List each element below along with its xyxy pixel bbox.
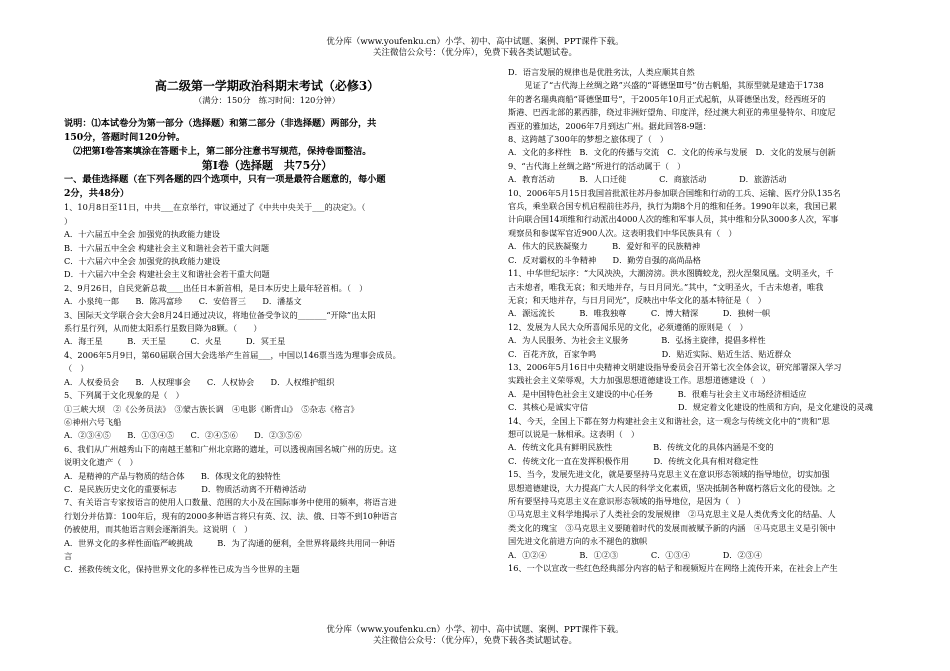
question-line: 计向联合国14项维和行动派出4000人次的维和军事人员，其中维和分队3000多人次，军事 <box>508 214 839 225</box>
question-line: A．②③④⑤ B．①③④⑤ C．②④⑤⑥ D．②③⑤⑥ <box>64 430 302 441</box>
question-line: 11、中华世纪坛序：“大风泱泱，大潮滂滂。洪水图腾蛟龙，烈火涅槃凤凰。文明圣火，千 <box>508 268 834 279</box>
exam-subtitle: （满分：150分 练习时间：120分钟） <box>194 95 340 105</box>
question-line: 12、发展为人民大众所喜闻乐见的文化，必须遵循的原则是（ ） <box>508 321 748 332</box>
question-line: A．为人民服务、为社会主义服务 B．弘扬主旋律，提倡多样性 <box>508 335 766 346</box>
question-line: D．十六届六中全会 构建社会主义和谐社会若干重大问题 <box>64 269 270 280</box>
left-column <box>64 66 470 577</box>
question-line: B．十六届五中全会 构建社会主义和谐社会若干重大问题 <box>64 242 270 253</box>
question-line: 国先进文化前进方向的永不褪色的旗帜 <box>508 536 648 547</box>
question-line: A．小泉纯一郎 B．陈冯富珍 C．安倍晋三 D．潘基文 <box>64 296 302 307</box>
question-line: 所有要坚持马克思主义在意识形态领域的指导地位，是因为（ ） <box>508 496 746 506</box>
question-line: 16、一个以宣改一些红色经典部分内容的帖子和视频短片在网络上流传开来，在社会上产生 <box>508 563 838 574</box>
left-question-list <box>64 201 470 576</box>
header-line-2: 关注微信公众号：（优分库），免费下载各类试题试卷。 <box>372 48 577 58</box>
question-line: ） <box>64 215 73 226</box>
question-line: A．是精神的产品与物质的结合体 B．体现文化的独特性 <box>64 470 281 481</box>
part-heading-1: 一、最佳选择题（在下列各题的四个选项中，只有一项是最符合题意的，每小题 <box>64 174 386 186</box>
instructions-line-3: ⑵把第Ⅰ卷答案填涂在答题卡上，第二部分注意书写规范，保持卷面整洁。 <box>64 146 372 158</box>
question-line: ①三峡大坝 ②《公务员法》 ③蒙古族长调 ④电影《断背山》 ⑤杂志《格言》 <box>64 403 359 414</box>
question-line: 观察员和参谋军官近900人次。这表明我们中华民族具有（ ） <box>508 227 737 238</box>
question-line: C．反对霸权的斗争精神 D．勤劳自强的高尚品格 <box>508 254 701 265</box>
question-line: 类文化的瑰宝 ③马克思主义要随着时代的发展而被赋予新的内涵 ④马克思主义是引领中 <box>508 522 836 533</box>
question-line: 7、有关语言专家按语言的使用人口数量、范围的大小及在国际事务中使用的频率，将语言进 <box>64 497 397 508</box>
question-line: 无哀；和天地并存，与日月同光”，反映出中华文化的基本特征是（ ） <box>508 294 766 305</box>
question-line: 年的著名瑞典商船“哥德堡Ⅲ号”，于2005年10月正式起航，从哥德堡出发，经西班牙的 <box>508 93 826 104</box>
question-line: 5、下列属于文化现象的是（ ） <box>64 390 184 401</box>
question-line: A．①②④ B．①②③ C．①③④ D．②③④ <box>508 549 763 560</box>
question-line: 3、国际天文学联合会大会8月24日通过决议，将地位备受争议的_______“开除”出太阳 <box>64 309 376 320</box>
footer-line-1: 优分库（www.youfenku.cn）小学、初中、高中试题、案例、PPT课件下载。 <box>326 625 624 635</box>
question-line: 见证了“古代海上丝绸之路”兴盛的“哥德堡Ⅲ号”仿古帆船，其原型就是建造于1738 <box>508 80 824 91</box>
question-line: A．源远流长 B．唯我独尊 C．博大精深 D．独树一帜 <box>508 308 771 319</box>
question-line: 4、2006年5月9日，第60届联合国大会选举产生首届___，中国以146票当选为理事会成员。 <box>64 349 401 360</box>
question-line: D．语言发展的规律也是优胜劣汰，人类应顺其自然 <box>508 67 695 77</box>
question-line: A．海王星 B．天王星 C．火星 D．冥王星 <box>64 336 286 347</box>
question-line: 14、今天，全国上下都在努力构建社会主义和谐社会，这一观念与传统文化中的“贵和”思 <box>508 415 830 426</box>
question-line: （ ） <box>64 363 89 374</box>
question-line: 13、2006年5月16日中央精神文明建设指导委员会召开第七次全体会议，研究部署深入学习 <box>508 361 842 372</box>
question-line: 思想道德建设，大力提高广大人民的科学文化素质，坚决抵制各种腐朽落后文化的侵蚀。之 <box>508 482 836 493</box>
header-line-1: 优分库（www.youfenku.cn）小学、初中、高中试题、案例、PPT课件下载。 <box>326 37 624 47</box>
question-line: C．拯救传统文化，保持世界文化的多样性已成为当今世界的主题 <box>64 564 300 575</box>
question-line: 实践社会主义荣辱观，大力加强思想道德建设工作。思想道德建设（ ） <box>508 375 771 386</box>
question-line: 2、9月26日，自民党新总裁____出任日本新首相，是日本历史上最年轻首相。（ ） <box>64 282 368 293</box>
question-line: A．传统文化具有鲜明民族性 B．传统文化的具体内涵是不变的 <box>508 442 774 453</box>
question-line: 1、10月8日至11日，中共___在京举行，审议通过了《中共中央关于___的决定》。（ <box>64 202 366 213</box>
question-line: A．十六届五中全会 加强党的执政能力建设 <box>64 229 220 240</box>
part-heading-2: 2分，共48分） <box>64 188 130 200</box>
question-line: 10、2006年5月15日我国首批派往苏丹参加联合国维和行动的工兵、运输、医疗分队135名 <box>508 187 841 198</box>
question-line: ①马克思主义科学地揭示了人类社会的发展规律 ②马克思主义是人类优秀文化的结晶、人 <box>508 509 836 520</box>
page-footer <box>0 625 950 647</box>
question-line: 系行星行列，从而使太阳系行星数目降为8颗。（ ） <box>64 323 262 334</box>
question-line: ⑥神州六号飞船 <box>64 416 122 427</box>
section-heading: 第Ⅰ卷（选择题 共75分） <box>201 159 333 173</box>
question-line: 想可以说是一脉相承。这表明（ ） <box>508 428 640 439</box>
question-line: 西亚的雅加达，2006年7月到达广州。据此回答8-9题： <box>508 120 711 131</box>
question-line: 古未熄者，唯我无哀；和天地并存，与日月同光。”其中，“文明圣火，千古未熄者，唯我 <box>508 281 824 292</box>
question-line: 行划分并估算：100年后，现有的2000多种语言将只有英、汉、法、俄、日等不到10种语言 <box>64 510 398 521</box>
question-line: A．教育活动 B．人口迁徙 C．商旅活动 D．旅游活动 <box>508 174 787 185</box>
question-line: 言 <box>64 550 73 561</box>
question-line: 8、这跨越了300年的梦想之旅体现了（ ） <box>508 134 669 145</box>
question-line: A．是中国特色社会主义建设的中心任务 B．很难与社会主义市场经济相适应 <box>508 388 807 399</box>
instructions-line-2: 150分，答题时间120分钟。 <box>64 132 186 144</box>
page-header <box>0 37 950 59</box>
question-line: 15、当今，发展先进文化，就是要坚持马克思主义在意识形态领域的指导地位，切实加强 <box>508 469 830 480</box>
question-line: C．是民族历史文化的重要标志 D．物质活动离不开精神活动 <box>64 483 307 494</box>
question-line: A．伟大的民族凝聚力 B．爱好和平的民族精神 <box>508 241 701 252</box>
question-line: C．传统文化一直在发挥积极作用 D．传统文化具有相对稳定性 <box>508 455 759 466</box>
question-line: 斯港、巴西北部的累西腓，绕过非洲好望角、印度洋，经过澳大利亚的弗里曼特尔、印度尼 <box>508 107 836 118</box>
question-line: 仍被使用，而其他语言则会逐渐消失。这说明（ ） <box>64 524 253 535</box>
question-line: 9、“古代海上丝绸之路”所进行的活动属于（ ） <box>508 160 686 171</box>
question-line: 官兵，乘坐联合国专机启程前往苏丹，执行为期8个月的维和任务。1990年以来，我国已累 <box>508 201 837 212</box>
right-column <box>508 66 908 575</box>
question-line: C．十六届六中全会 加强党的执政能力建设 <box>64 256 221 267</box>
question-line: C．百花齐放，百家争鸣 D．贴近实际、贴近生活、贴近群众 <box>508 348 792 359</box>
right-question-list <box>508 66 908 575</box>
question-line: A．文化的多样性 B．文化的传播与交流 C．文化的传承与发展 D．文化的发展与创新 <box>508 147 836 158</box>
footer-line-2: 关注微信公众号：（优分库），免费下载各类试题试卷。 <box>372 636 577 646</box>
instructions-line-1: 说明：⑴本试卷分为第一部分（选择题）和第二部分（非选择题）两部分，共 <box>64 118 377 130</box>
question-line: C．其核心是诚实守信 D．规定着文化建设的性质和方向，是文化建设的灵魂 <box>508 402 873 413</box>
exam-title: 高二级第一学期政治科期末考试（必修3） <box>154 79 380 93</box>
question-line: 说明文化遗产（ ） <box>64 457 138 468</box>
question-line: A．世界文化的多样性面临严峻挑战 B．为了沟通的便利，全世界将最终共用同一种语 <box>64 537 396 548</box>
question-line: A．人权委员会 B．人权理事会 C．人权协会 D．人权维护组织 <box>64 376 335 387</box>
question-line: 6、我们从广州越秀山下的南越王墓和广州北京路的遗址，可以透视南国名城广州的历史。这 <box>64 443 397 454</box>
